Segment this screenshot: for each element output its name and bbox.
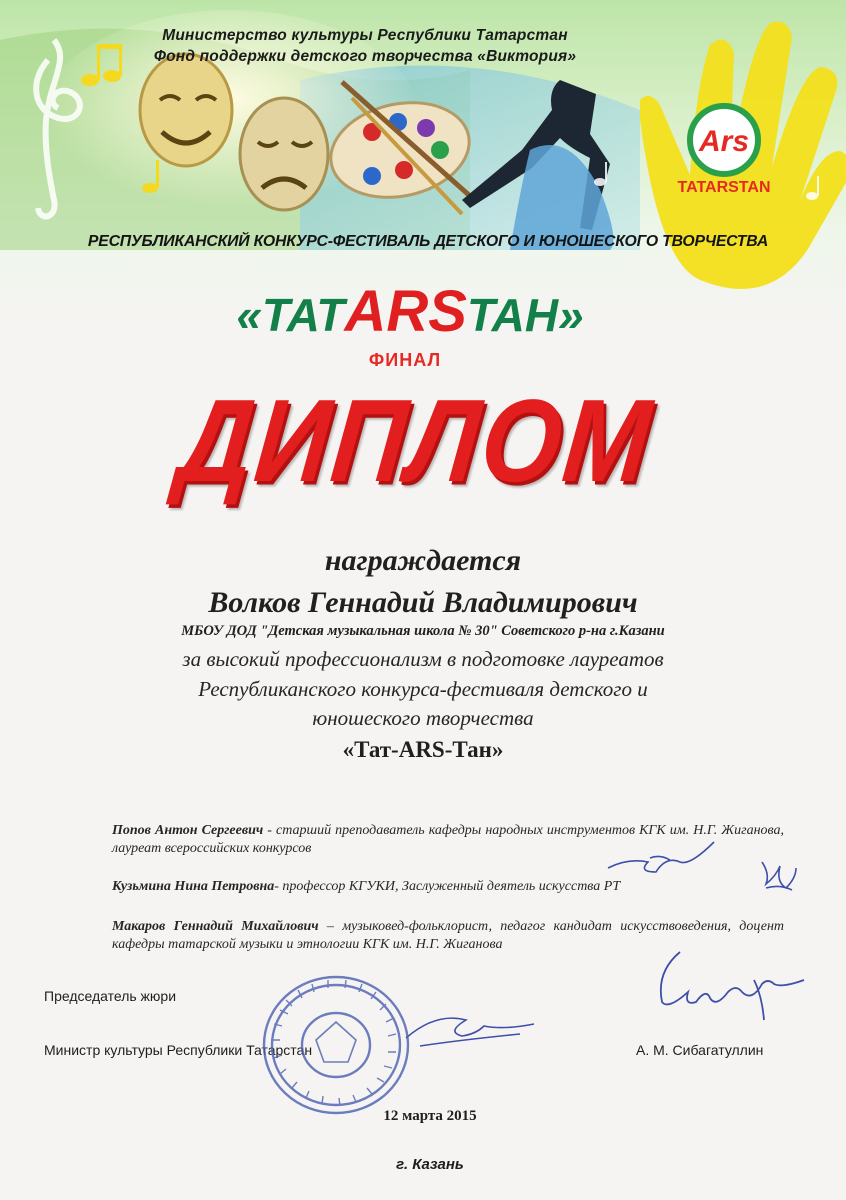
award-reason-line-3: юношеского творчества [312,706,534,730]
award-reason-line-2: Республиканского конкурса-фестиваля детского и [198,677,648,701]
jury-member-name: Кузьмина Нина Петровна [112,879,275,894]
recipient-name: Волков Геннадий Владимирович [208,586,638,619]
jury-member [112,918,784,954]
minister-label: Министр культуры Республики Татарстан [44,1042,313,1058]
jury-member-description: – музыковед-фольклорист, педагог кандидат искусствоведения, доцент кафедры татарской музыки и этнологии КГК им. Н.Г. Жиганова [112,919,785,952]
festival-brand [150,279,670,344]
brand-close-quote: » [558,289,584,341]
signature-sibagatullin [400,1006,550,1056]
jury-member [112,822,784,858]
svg-text:Ars: Ars [698,125,750,158]
jury-member-name: Попов Антон Сергеевич [112,823,264,838]
stage-label: ФИНАЛ [368,350,442,370]
jury-member-description: - профессор КГУКИ, Заслуженный деятель искусства РТ [274,879,621,894]
contest-title: РЕСПУБЛИКАНСКИЙ КОНКУРС-ФЕСТИВАЛЬ ДЕТСКОГО И ЮНОШЕСКОГО ТВОРЧЕСТВА [87,233,769,250]
jury-chair-label: Председатель жюри [44,988,177,1004]
festival-name: «Тат-ARS-Тан» [342,737,504,762]
organizer-foundation: Фонд поддержки детского творчества «Виктория» [153,48,577,65]
minister-name: А. М. Сибагатуллин [636,1042,764,1058]
brand-part-tan: TAH [466,289,559,341]
jury-member-name: Макаров Геннадий Михайлович [112,919,319,934]
brand-part-tat: TAT [261,289,345,341]
issue-date: 12 марта 2015 [383,1108,477,1124]
svg-text:TATARSTAN: TATARSTAN [677,179,771,196]
award-reason-line-1: за высокий профессионализм в подготовке лауреатов [182,647,664,671]
brand-part-ars: ARS [344,279,467,344]
jury-member [112,878,784,896]
brand-open-quote: « [236,289,262,341]
awarded-label: награждается [324,544,522,577]
document-title: ДИПЛОМ [172,375,660,507]
issue-city: г. Казань [396,1156,464,1173]
organizer-ministry: Министерство культуры Республики Татарстан [162,27,568,44]
recipient-school: МБОУ ДОД "Детская музыкальная школа № 30" Советского р-на г.Казани [181,623,665,639]
jury-member-description: - старший преподаватель кафедры народных инструментов КГК им. Н.Г. Жиганова, лауреат всероссийских конкурсов [112,823,784,856]
